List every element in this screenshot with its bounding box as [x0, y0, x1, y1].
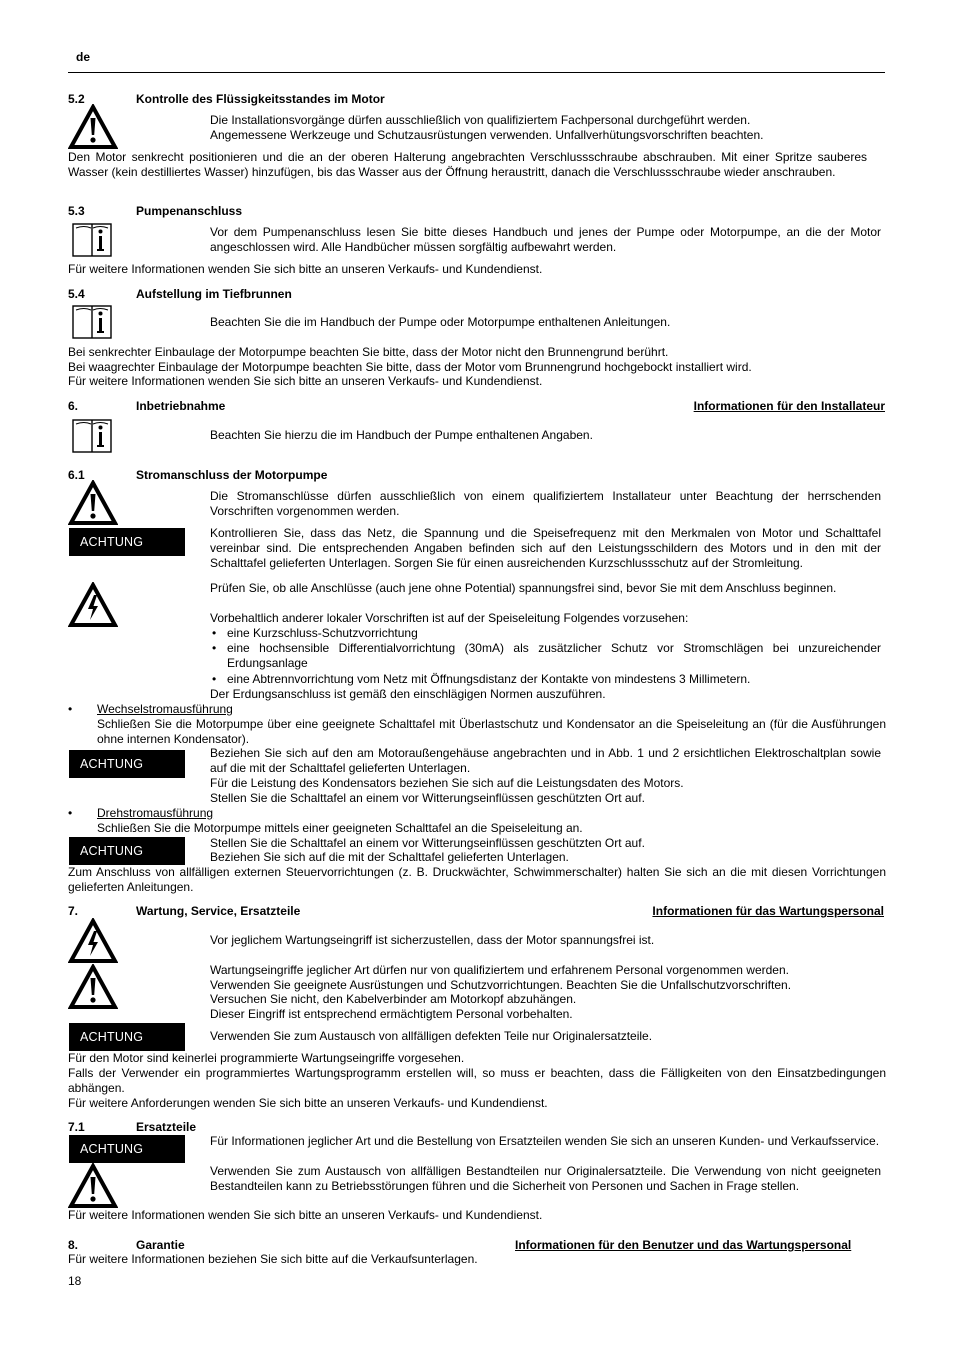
achtung-badge: ACHTUNG — [69, 528, 185, 556]
list-item: eine Kurzschluss-Schutzvorrichtung — [227, 626, 418, 640]
warning-text: Die Installationsvorgänge dürfen ausschließlich von qualifiziertem Fachpersonal durchgeführt werden. — [210, 113, 751, 127]
audience-label: Informationen für den Installateur — [693, 399, 885, 413]
section-title: Garantie — [136, 1238, 185, 1252]
page-number: 18 — [68, 1274, 82, 1288]
achtung-text: Stellen Sie die Schalttafel an einem vor Witterungseinflüssen geschützten Ort auf. — [210, 836, 645, 850]
warning-text: Verwenden Sie zum Austausch von allfälligen Bestandteilen nur Originalersatzteile. Die Verwendung von nicht geeigneten Bestandteilen kann zu Betriebsstörungen führen und die Sicherheit von Personen und Sachen in Frage stellen. — [210, 1164, 881, 1193]
header-rule — [68, 72, 885, 73]
section-number: 6. — [68, 399, 79, 413]
achtung-text: Für Informationen jeglicher Art und die Bestellung von Ersatzteilen wenden Sie sich an unseren Kunden- und Verkaufsservice. — [210, 1134, 880, 1148]
bullet: • — [68, 702, 73, 716]
paragraph: Den Motor senkrecht positionieren und die an der oberen Halterung angebrachten Verschlussschraube abschrauben. Mit einer Spritze sauberes Wasser (kein destilliertes Wasser) hinzufügen, bis das Wasser aus der Öffnung heraustritt, danach die Verschlussschraube wieder anschrauben. — [68, 150, 867, 179]
achtung-badge: ACHTUNG — [69, 750, 185, 778]
section-number: 6.1 — [68, 468, 85, 482]
paragraph: Für weitere Informationen wenden Sie sich bitte an unseren Verkaufs- und Kundendienst. — [68, 262, 543, 276]
achtung-text: Verwenden Sie zum Austausch von allfälligen defekten Teile nur Originalersatzteile. — [210, 1029, 653, 1043]
list-item: eine hochsensible Differentialvorrichtung (30mA) als zusätzlicher Schutz vor Stromschlägen bei unzureichender Erdungsanlage — [227, 641, 881, 670]
section-number: 7.1 — [68, 1120, 85, 1134]
language-code: de — [76, 50, 91, 64]
section-title: Pumpenanschluss — [136, 204, 243, 218]
achtung-badge: ACHTUNG — [69, 837, 185, 865]
warning-text: Wartungseingriffe jeglicher Art dürfen nur von qualifiziertem und erfahrenem Personal vorgenommen werden. — [210, 963, 789, 977]
paragraph: Für weitere Anforderungen wenden Sie sich bitte an unseren Verkaufs- und Kundendienst. — [68, 1096, 548, 1110]
list-item: eine Abtrennvorrichtung vom Netz mit Öffnungsdistanz der Kontakte von mindestens 3 Millimetern. — [227, 672, 751, 686]
bullet: • — [212, 626, 217, 640]
manual-info-icon — [72, 418, 112, 454]
section-title: Aufstellung im Tiefbrunnen — [136, 287, 292, 301]
warning-text: Dieser Eingriff ist entsprechend ermächtigtem Personal vorbehalten. — [210, 1007, 573, 1021]
paragraph: Für weitere Informationen beziehen Sie sich bitte auf die Verkaufsunterlagen. — [68, 1252, 478, 1266]
paragraph: Für den Motor sind keinerlei programmierte Wartungseingriffe vorgesehen. — [68, 1051, 465, 1065]
section-number: 5.2 — [68, 92, 85, 106]
achtung-text: Beziehen Sie sich auf den am Motoraußengehäuse angebrachten und in Abb. 1 und 2 ersichtlichen Elektroschaltplan sowie auf die mit der Schalttafel gelieferten Unterlagen. — [210, 746, 881, 775]
paragraph: Schließen Sie die Motorpumpe über eine geeignete Schalttafel mit Überlastschutz und Kondensator an die Speiseleitung an (für die Ausführungen ohne internen Kondensator). — [97, 717, 886, 746]
warning-triangle-icon — [68, 964, 118, 1010]
paragraph: Für weitere Informationen wenden Sie sich bitte an unseren Verkaufs- und Kundendienst. — [68, 1208, 543, 1222]
high-voltage-icon — [68, 582, 118, 628]
section-number: 5.3 — [68, 204, 85, 218]
paragraph: Bei waagrechter Einbaulage der Motorpumpe beachten Sie bitte, dass der Motor vom Brunnengrund hochgebockt installiert wird. — [68, 360, 752, 374]
subsection-label: Wechselstromausführung — [97, 702, 233, 716]
bullet: • — [212, 672, 217, 686]
warning-triangle-icon — [68, 1163, 118, 1209]
paragraph: Vorbehaltlich anderer lokaler Vorschriften ist auf der Speiseleitung Folgendes vorzusehen: — [210, 611, 689, 625]
section-number: 7. — [68, 904, 79, 918]
bullet: • — [68, 806, 73, 820]
warning-text: Versuchen Sie nicht, den Kabelverbinder am Motorkopf abzuhängen. — [210, 992, 577, 1006]
info-text: Beachten Sie die im Handbuch der Pumpe oder Motorpumpe enthaltenen Anleitungen. — [210, 315, 671, 329]
paragraph: Für weitere Informationen wenden Sie sich bitte an unseren Verkaufs- und Kundendienst. — [68, 374, 543, 388]
paragraph: Der Erdungsanschluss ist gemäß den einschlägigen Normen auszuführen. — [210, 687, 606, 701]
achtung-text: Stellen Sie die Schalttafel an einem vor Witterungseinflüssen geschützten Ort auf. — [210, 791, 645, 805]
warning-text: Die Stromanschlüsse dürfen ausschließlich von einem qualifiziertem Installateur unter Beachtung der herrschenden Vorschriften vorgenommen werden. — [210, 489, 881, 518]
achtung-text: Kontrollieren Sie, dass das Netz, die Spannung und die Speisefrequenz mit den Merkmalen von Motor und Schalttafel vereinbar sind. Die entsprechenden Angaben befinden sich auf den Leistungsschildern des Motors und in den mit der Schalttafel gelieferten Unterlagen. Sorgen Sie für einen ausreichenden Kurzschlussschutz auf der Stromleitung. — [210, 526, 881, 570]
bullet: • — [212, 641, 217, 655]
subsection-label: Drehstromausführung — [97, 806, 214, 820]
electric-warning-text: Prüfen Sie, ob alle Anschlüsse (auch jene ohne Potential) spannungsfrei sind, bevor Sie mit dem Anschluss beginnen. — [210, 581, 837, 595]
achtung-badge: ACHTUNG — [69, 1023, 185, 1051]
section-number: 5.4 — [68, 287, 85, 301]
info-text: Vor dem Pumpenanschluss lesen Sie bitte dieses Handbuch und jenes der Pumpe oder Motorpumpe, an die der Motor angeschlossen wird. Alle Handbücher müssen sorgfältig aufbewahrt werden. — [210, 225, 881, 254]
paragraph: Zum Anschluss von allfälligen externen Steuervorrichtungen (z. B. Druckwächter, Schwimmerschalter) halten Sie sich an die mit diesen Vorrichtungen gelieferten Anleitungen. — [68, 865, 886, 894]
manual-info-icon — [72, 304, 112, 340]
section-title: Inbetriebnahme — [136, 399, 226, 413]
paragraph: Bei senkrechter Einbaulage der Motorpumpe beachten Sie bitte, dass der Motor nicht den Brunnengrund berührt. — [68, 345, 669, 359]
section-title: Wartung, Service, Ersatzteile — [136, 904, 301, 918]
section-title: Ersatzteile — [136, 1120, 197, 1134]
achtung-text: Beziehen Sie sich auf die mit der Schalttafel gelieferten Unterlagen. — [210, 850, 569, 864]
audience-label: Informationen für den Benutzer und das Wartungspersonal — [515, 1238, 852, 1252]
achtung-badge: ACHTUNG — [69, 1135, 185, 1163]
section-title: Stromanschluss der Motorpumpe — [136, 468, 328, 482]
paragraph: Schließen Sie die Motorpumpe mittels einer geeigneten Schalttafel an die Speiseleitung an. — [97, 821, 583, 835]
info-text: Beachten Sie hierzu die im Handbuch der Pumpe enthaltenen Angaben. — [210, 428, 593, 442]
section-number: 8. — [68, 1238, 79, 1252]
warning-text: Verwenden Sie geeignete Ausrüstungen und Schutzvorrichtungen. Beachten Sie die Unfallschutzvorschriften. — [210, 978, 792, 992]
warning-text: Angemessene Werkzeuge und Schutzausrüstungen verwenden. Unfallverhütungsvorschriften beachten. — [210, 128, 764, 142]
paragraph: Falls der Verwender ein programmiertes Wartungsprogramm erstellen will, so muss er beachten, dass die Fälligkeiten von den Einsatzbedingungen abhängen. — [68, 1066, 886, 1095]
warning-triangle-icon — [68, 104, 118, 150]
high-voltage-icon — [68, 918, 118, 964]
electric-warning-text: Vor jeglichem Wartungseingriff ist sicherzustellen, dass der Motor spannungsfrei ist. — [210, 933, 655, 947]
audience-label: Informationen für das Wartungspersonal — [652, 904, 884, 918]
section-title: Kontrolle des Flüssigkeitsstandes im Motor — [136, 92, 385, 106]
achtung-text: Für die Leistung des Kondensators beziehen Sie sich auf die Leistungsdaten des Motors. — [210, 776, 684, 790]
warning-triangle-icon — [68, 480, 118, 526]
manual-info-icon — [72, 222, 112, 258]
